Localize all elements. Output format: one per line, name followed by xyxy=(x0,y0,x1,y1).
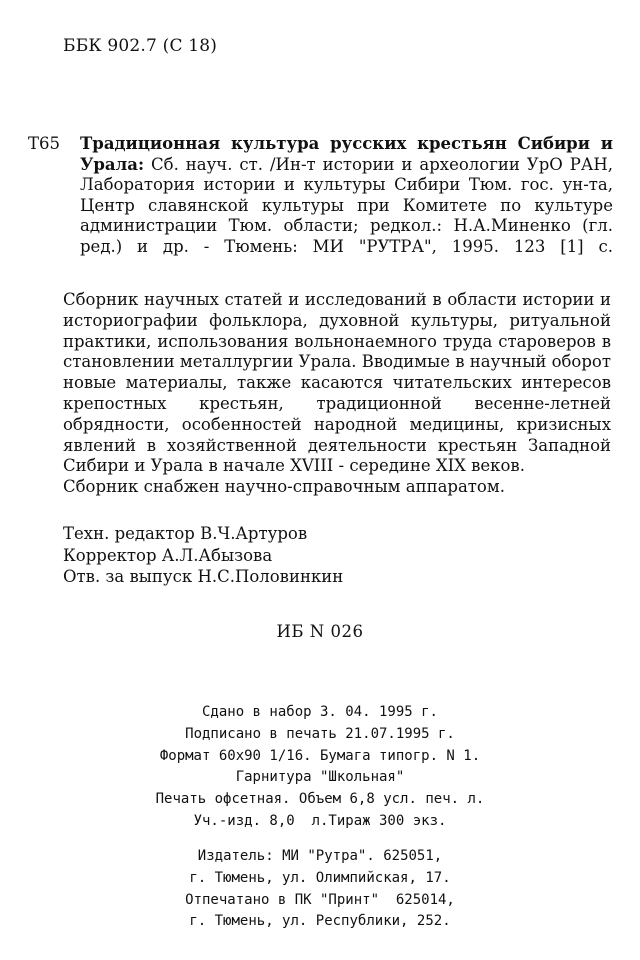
bibliographic-entry xyxy=(80,134,613,257)
publisher-details xyxy=(0,846,640,933)
book-title: Традиционная культура русских крестьян Сибири и Урала: xyxy=(80,134,613,174)
bbk-classification: ББК 902.7 (С 18) xyxy=(63,36,218,56)
annotation xyxy=(63,290,611,498)
editorial-credits xyxy=(63,523,343,588)
imprint-details xyxy=(0,702,640,833)
bibliographic-details: Сб. науч. ст. /Ин-т истории и археологии УрО РАН, Лаборатория истории и культуры Сибири Тюм. гос. ун-та, Центр славянской культуры при Комитете по культуре администрации Тюм. области; редкол.: Н.А.Миненко (гл. ред.) и др. - Тюмень: МИ "РУТРА", 1995. 123 [1] с. xyxy=(80,154,613,256)
imprint-line: Уч.-изд. 8,0 л.Тираж 300 экз. xyxy=(193,812,447,829)
annotation-paragraph: Сборник научных статей и исследований в области истории и историографии фольклора, духовной культуры, ритуальной практики, использования вольнонаемного труда староверов в становлении металлургии Урала. Вводимые в научный оборот новые материалы, также касаются читательских интересов крепостных крестьян, традиционной весенне-летней обрядности, особенностей народной медицины, кризисных явлений в хозяйственной деятельности крестьян Западной Сибири и Урала в начале XVIII - середине XIX веков. xyxy=(63,290,611,476)
credit-responsible: Отв. за выпуск Н.С.Половинкин xyxy=(63,567,344,586)
publisher-line: г. Тюмень, ул. Олимпийская, 17. xyxy=(189,869,451,886)
author-mark: Т65 xyxy=(28,134,61,153)
imprint-line: Гарнитура "Школьная" xyxy=(235,769,405,786)
ib-number: ИБ N 026 xyxy=(276,622,364,641)
imprint-line: Сдано в набор 3. 04. 1995 г. xyxy=(201,704,438,720)
printer-line: Отпечатано в ПК "Принт" 625014, xyxy=(185,891,455,908)
credit-proofreader: Корректор А.Л.Абызова xyxy=(63,545,273,565)
credit-tech-editor: Техн. редактор В.Ч.Артуров xyxy=(63,524,308,543)
imprint-line: Формат 60х90 1/16. Бумага типогр. N 1. xyxy=(159,747,481,764)
imprint-line: Подписано в печать 21.07.1995 г. xyxy=(185,725,455,742)
bibliographic-record xyxy=(28,134,613,257)
publisher-line: Издатель: МИ "Рутра". 625051, xyxy=(197,848,443,864)
annotation-note: Сборник снабжен научно-справочным аппаратом. xyxy=(63,477,505,497)
printer-line: г. Тюмень, ул. Республики, 252. xyxy=(189,913,451,930)
imprint-line: Печать офсетная. Объем 6,8 усл. печ. л. xyxy=(155,791,485,808)
